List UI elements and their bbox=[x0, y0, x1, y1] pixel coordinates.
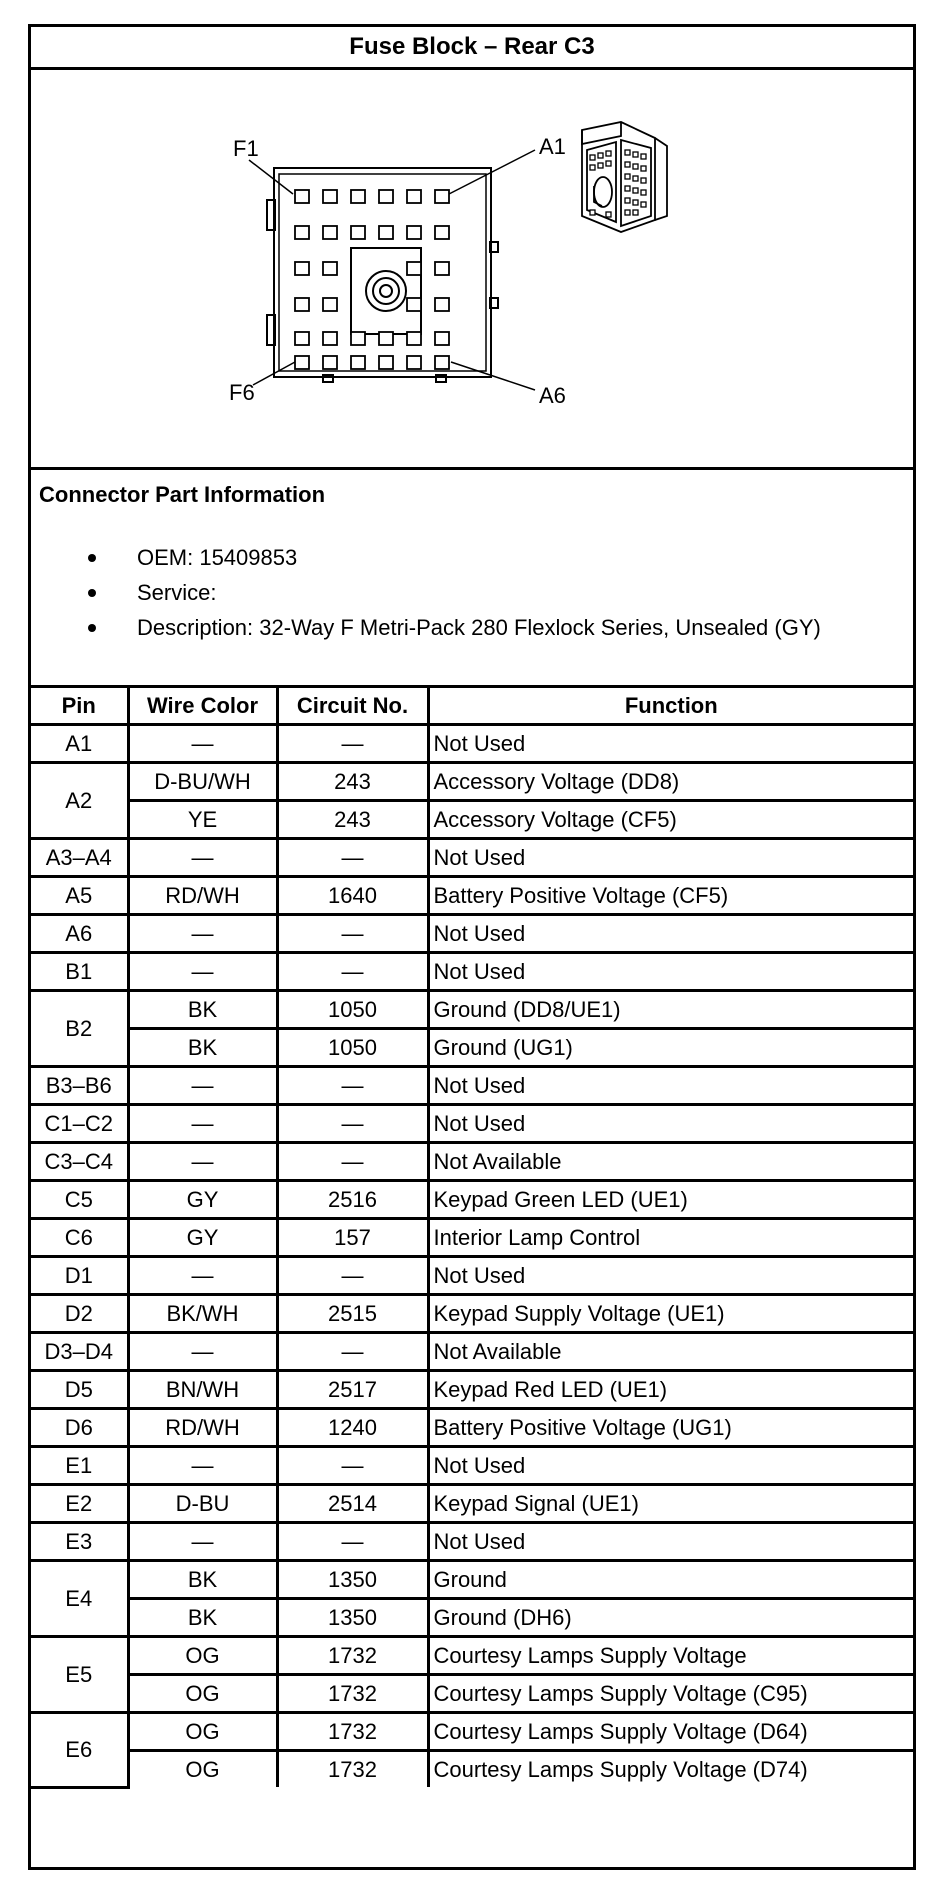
table-row bbox=[31, 1105, 913, 1143]
label-a1: A1 bbox=[539, 134, 566, 159]
label-f1: F1 bbox=[233, 136, 259, 161]
function-cell: Not Used bbox=[428, 953, 913, 991]
circuit-cell: 1050 bbox=[277, 991, 428, 1029]
function-cell: Courtesy Lamps Supply Voltage (D64) bbox=[428, 1713, 913, 1751]
wire-color-cell: D-BU/WH bbox=[128, 763, 277, 801]
connector-figure bbox=[31, 70, 913, 470]
table-row bbox=[31, 1067, 913, 1105]
circuit-cell: 1350 bbox=[277, 1599, 428, 1637]
function-cell: Battery Positive Voltage (CF5) bbox=[428, 877, 913, 915]
pin-cell: B3–B6 bbox=[31, 1067, 128, 1105]
function-cell: Interior Lamp Control bbox=[428, 1219, 913, 1257]
pin-cell: D3–D4 bbox=[31, 1333, 128, 1371]
wire-color-cell: RD/WH bbox=[128, 1409, 277, 1447]
table-row bbox=[31, 1143, 913, 1181]
circuit-cell: — bbox=[277, 1523, 428, 1561]
label-a6: A6 bbox=[539, 383, 566, 408]
connector-info-list bbox=[31, 540, 821, 645]
wire-color-cell: — bbox=[128, 1067, 277, 1105]
function-cell: Ground bbox=[428, 1561, 913, 1599]
circuit-cell: 1240 bbox=[277, 1409, 428, 1447]
function-cell: Accessory Voltage (CF5) bbox=[428, 801, 913, 839]
wire-color-cell: BN/WH bbox=[128, 1371, 277, 1409]
function-cell: Not Used bbox=[428, 915, 913, 953]
function-cell: Battery Positive Voltage (UG1) bbox=[428, 1409, 913, 1447]
info-description-text: Description: 32-Way F Metri-Pack 280 Flexlock Series, Unsealed (GY) bbox=[137, 615, 821, 640]
header-function: Function bbox=[428, 688, 913, 725]
table-row bbox=[31, 839, 913, 877]
table-row bbox=[31, 725, 913, 763]
wire-color-cell: — bbox=[128, 1333, 277, 1371]
table-row bbox=[31, 1029, 913, 1067]
wire-color-cell: — bbox=[128, 725, 277, 763]
pin-cell: B2 bbox=[31, 991, 128, 1067]
function-cell: Keypad Red LED (UE1) bbox=[428, 1371, 913, 1409]
circuit-cell: — bbox=[277, 953, 428, 991]
pin-cell: A5 bbox=[31, 877, 128, 915]
pin-cell: A1 bbox=[31, 725, 128, 763]
pin-cell: A3–A4 bbox=[31, 839, 128, 877]
circuit-cell: — bbox=[277, 1105, 428, 1143]
wire-color-cell: BK bbox=[128, 991, 277, 1029]
wire-color-cell: OG bbox=[128, 1675, 277, 1713]
circuit-cell: 2515 bbox=[277, 1295, 428, 1333]
wire-color-cell: RD/WH bbox=[128, 877, 277, 915]
pin-cell: D5 bbox=[31, 1371, 128, 1409]
circuit-cell: 1732 bbox=[277, 1637, 428, 1675]
circuit-cell: 1050 bbox=[277, 1029, 428, 1067]
table-row bbox=[31, 1295, 913, 1333]
table-row bbox=[31, 1181, 913, 1219]
table-row bbox=[31, 1713, 913, 1751]
table-row bbox=[31, 1219, 913, 1257]
circuit-cell: — bbox=[277, 1067, 428, 1105]
table-row bbox=[31, 915, 913, 953]
function-cell: Courtesy Lamps Supply Voltage (C95) bbox=[428, 1675, 913, 1713]
pin-cell: E5 bbox=[31, 1637, 128, 1713]
connector-info-heading: Connector Part Information bbox=[39, 482, 326, 507]
function-cell: Keypad Green LED (UE1) bbox=[428, 1181, 913, 1219]
table-row bbox=[31, 1561, 913, 1599]
wire-color-cell: — bbox=[128, 1105, 277, 1143]
function-cell: Not Used bbox=[428, 1447, 913, 1485]
pin-cell: D1 bbox=[31, 1257, 128, 1295]
table-row bbox=[31, 877, 913, 915]
pinout-sheet bbox=[28, 24, 916, 1870]
pin-cell: A6 bbox=[31, 915, 128, 953]
bullet-icon bbox=[88, 554, 96, 562]
pin-cell: C6 bbox=[31, 1219, 128, 1257]
table-row bbox=[31, 1333, 913, 1371]
pin-cell: E4 bbox=[31, 1561, 128, 1637]
pin-cell: D6 bbox=[31, 1409, 128, 1447]
table-row bbox=[31, 1409, 913, 1447]
circuit-cell: — bbox=[277, 725, 428, 763]
table-row bbox=[31, 1599, 913, 1637]
pin-cell: E6 bbox=[31, 1713, 128, 1788]
pinout-table bbox=[31, 688, 913, 1789]
table-row bbox=[31, 801, 913, 839]
sheet-title: Fuse Block – Rear C3 bbox=[31, 27, 913, 70]
pin-cell: D2 bbox=[31, 1295, 128, 1333]
wire-color-cell: GY bbox=[128, 1181, 277, 1219]
circuit-cell: 1732 bbox=[277, 1675, 428, 1713]
pin-cell: C5 bbox=[31, 1181, 128, 1219]
info-service bbox=[31, 575, 821, 610]
wire-color-cell: GY bbox=[128, 1219, 277, 1257]
circuit-cell: 2517 bbox=[277, 1371, 428, 1409]
connector-face-drawing bbox=[31, 70, 913, 467]
wire-color-cell: — bbox=[128, 1143, 277, 1181]
table-header-row bbox=[31, 688, 913, 725]
table-row bbox=[31, 1751, 913, 1788]
pin-cell: A2 bbox=[31, 763, 128, 839]
function-cell: Not Used bbox=[428, 839, 913, 877]
info-oem-text: OEM: 15409853 bbox=[137, 545, 298, 570]
wire-color-cell: BK bbox=[128, 1561, 277, 1599]
circuit-cell: — bbox=[277, 1257, 428, 1295]
pin-cavities bbox=[295, 190, 449, 369]
circuit-cell: 2516 bbox=[277, 1181, 428, 1219]
pin-cell: E1 bbox=[31, 1447, 128, 1485]
function-cell: Keypad Supply Voltage (UE1) bbox=[428, 1295, 913, 1333]
info-description bbox=[31, 610, 821, 645]
function-cell: Ground (DD8/UE1) bbox=[428, 991, 913, 1029]
table-row bbox=[31, 1371, 913, 1409]
pinout-rows bbox=[31, 725, 913, 1788]
bullet-icon bbox=[88, 624, 96, 632]
wire-color-cell: — bbox=[128, 1447, 277, 1485]
function-cell: Not Used bbox=[428, 1257, 913, 1295]
wire-color-cell: OG bbox=[128, 1637, 277, 1675]
function-cell: Accessory Voltage (DD8) bbox=[428, 763, 913, 801]
circuit-cell: — bbox=[277, 1447, 428, 1485]
label-f6: F6 bbox=[229, 380, 255, 405]
function-cell: Courtesy Lamps Supply Voltage (D74) bbox=[428, 1751, 913, 1788]
circuit-cell: 157 bbox=[277, 1219, 428, 1257]
table-row bbox=[31, 1637, 913, 1675]
wire-color-cell: D-BU bbox=[128, 1485, 277, 1523]
circuit-cell: — bbox=[277, 915, 428, 953]
function-cell: Ground (DH6) bbox=[428, 1599, 913, 1637]
wire-color-cell: — bbox=[128, 1523, 277, 1561]
table-row bbox=[31, 763, 913, 801]
wire-color-cell: BK bbox=[128, 1029, 277, 1067]
circuit-cell: 243 bbox=[277, 801, 428, 839]
circuit-cell: 1640 bbox=[277, 877, 428, 915]
circuit-cell: 1350 bbox=[277, 1561, 428, 1599]
connector-part-info bbox=[31, 470, 913, 688]
header-circuit-no: Circuit No. bbox=[277, 688, 428, 725]
circuit-cell: 2514 bbox=[277, 1485, 428, 1523]
wire-color-cell: YE bbox=[128, 801, 277, 839]
header-wire-color: Wire Color bbox=[128, 688, 277, 725]
pin-cell: E3 bbox=[31, 1523, 128, 1561]
circuit-cell: — bbox=[277, 1143, 428, 1181]
header-pin: Pin bbox=[31, 688, 128, 725]
circuit-cell: 243 bbox=[277, 763, 428, 801]
wire-color-cell: — bbox=[128, 839, 277, 877]
function-cell: Ground (UG1) bbox=[428, 1029, 913, 1067]
function-cell: Not Used bbox=[428, 1105, 913, 1143]
pin-cell: B1 bbox=[31, 953, 128, 991]
info-service-text: Service: bbox=[137, 580, 217, 605]
table-row bbox=[31, 1675, 913, 1713]
wire-color-cell: BK bbox=[128, 1599, 277, 1637]
wire-color-cell: — bbox=[128, 915, 277, 953]
wire-color-cell: BK/WH bbox=[128, 1295, 277, 1333]
table-row bbox=[31, 1523, 913, 1561]
function-cell: Not Used bbox=[428, 1523, 913, 1561]
wire-color-cell: OG bbox=[128, 1713, 277, 1751]
function-cell: Not Available bbox=[428, 1143, 913, 1181]
function-cell: Not Available bbox=[428, 1333, 913, 1371]
wire-color-cell: — bbox=[128, 953, 277, 991]
pin-cell: C3–C4 bbox=[31, 1143, 128, 1181]
function-cell: Not Used bbox=[428, 725, 913, 763]
function-cell: Keypad Signal (UE1) bbox=[428, 1485, 913, 1523]
circuit-cell: 1732 bbox=[277, 1751, 428, 1788]
table-row bbox=[31, 1447, 913, 1485]
info-oem bbox=[31, 540, 821, 575]
table-row bbox=[31, 1485, 913, 1523]
circuit-cell: — bbox=[277, 1333, 428, 1371]
pin-cell: C1–C2 bbox=[31, 1105, 128, 1143]
function-cell: Courtesy Lamps Supply Voltage bbox=[428, 1637, 913, 1675]
table-row bbox=[31, 1257, 913, 1295]
table-row bbox=[31, 991, 913, 1029]
function-cell: Not Used bbox=[428, 1067, 913, 1105]
circuit-cell: 1732 bbox=[277, 1713, 428, 1751]
circuit-cell: — bbox=[277, 839, 428, 877]
wire-color-cell: OG bbox=[128, 1751, 277, 1788]
pin-cell: E2 bbox=[31, 1485, 128, 1523]
bullet-icon bbox=[88, 589, 96, 597]
wire-color-cell: — bbox=[128, 1257, 277, 1295]
table-row bbox=[31, 953, 913, 991]
